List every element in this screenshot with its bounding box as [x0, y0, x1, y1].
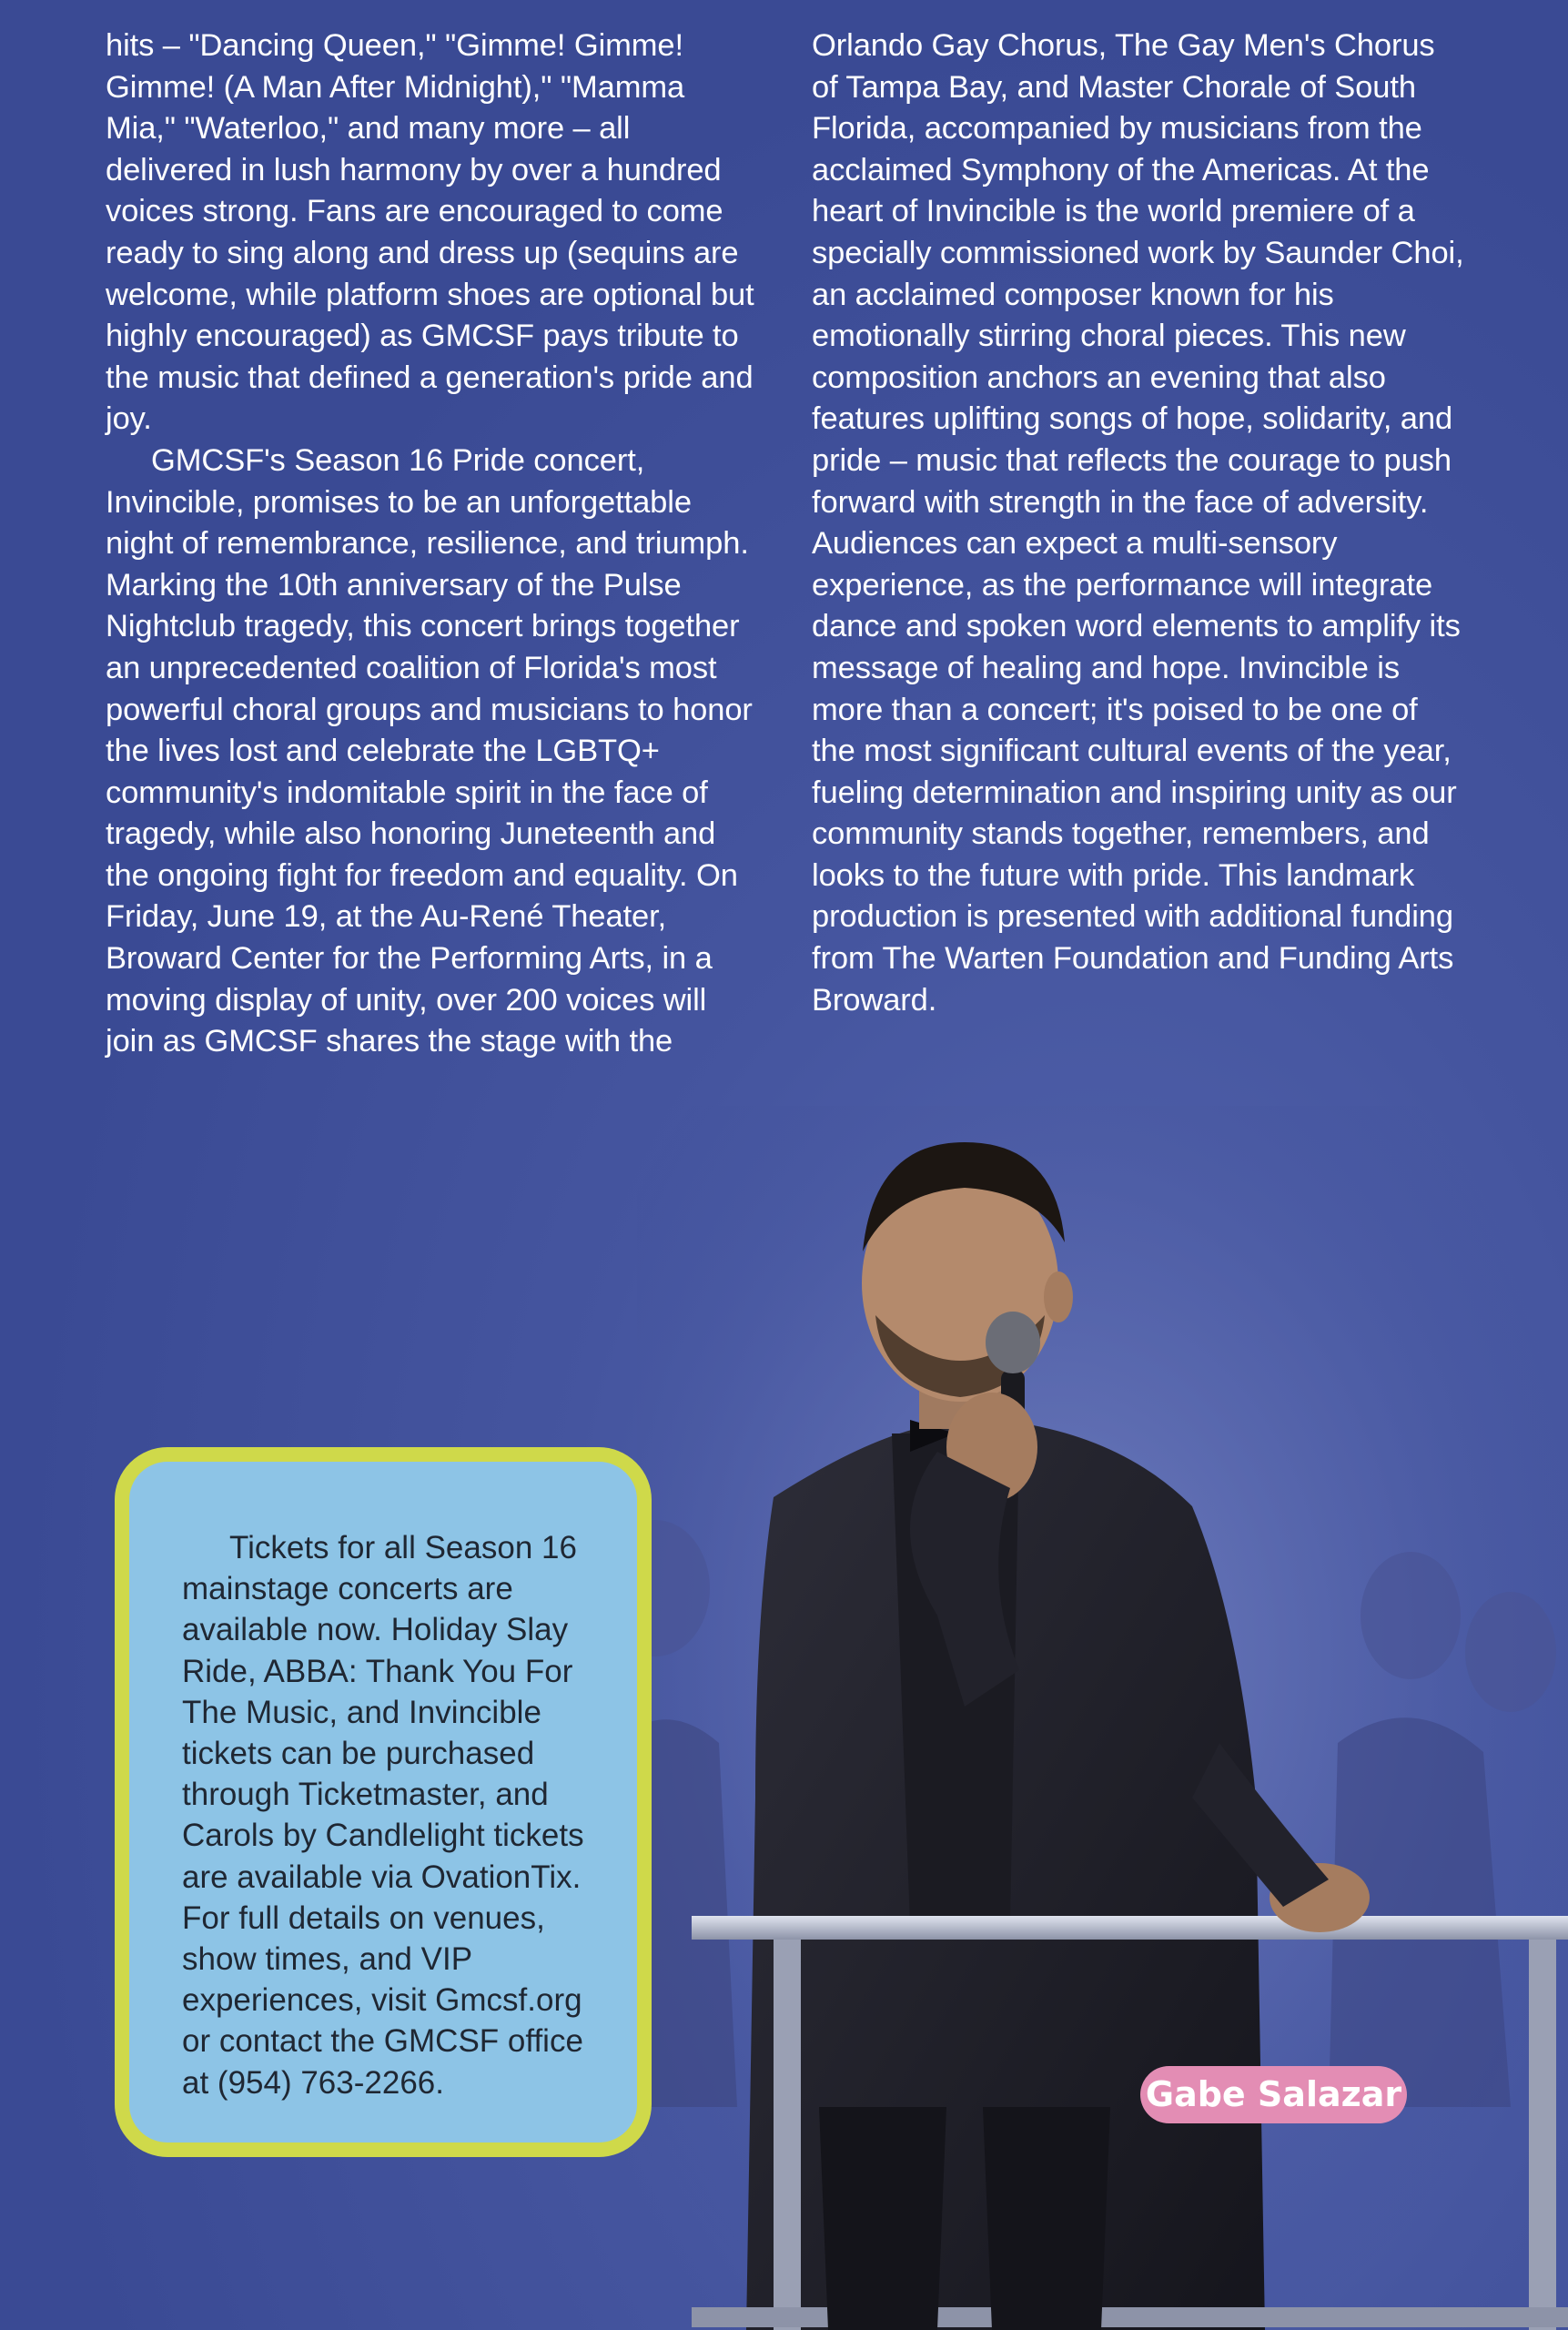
article-left-column [106, 25, 761, 1063]
article-paragraph: Orlando Gay Chorus, The Gay Men's Chorus of Tampa Bay, and Master Chorale of South Florida, accompanied by musicians from the acclaimed Symphony of the Americas. At the heart of Invincible is the world premiere of a specially commissioned work by Saunder Choi, an acclaimed composer known for his emotionally stirring choral pieces. This new composition anchors an evening that also features uplifting songs of hope, solidarity, and pride – music that reflects the courage to push forward with strength in the face of adversity. Audiences can expect a multi-sensory experience, as the performance will integrate dance and spoken word elements to amplify its message of healing and hope. Invincible is more than a concert; it's poised to be one of the most significant cultural events of the year, fueling determination and inspiring unity as our community stands together, remembers, and looks to the future with pride. This landmark production is presented with additional funding from The Warten Foundation and Funding Arts Broward. [812, 28, 1464, 1018]
article-paragraph: hits – "Dancing Queen," "Gimme! Gimme! Gimme! (A Man After Midnight)," "Mamma Mia," "Waterloo," and many more – all delivered in lush harmony by over a hundred voices strong. Fans are encouraged to come ready to sing along and dress up (sequins are welcome, while platform shoes are optional but highly encouraged) as GMCSF pays tribute to the music that defined a generation's pride and joy. [106, 28, 754, 437]
performer-photo [637, 1106, 1568, 2330]
article-paragraph: GMCSF's Season 16 Pride concert, Invincible, promises to be an unforgettable night of remembrance, resilience, and triumph. Marking the 10th anniversary of the Pulse Nightclub tragedy, this concert brings together an unprecedented coalition of Florida's most powerful choral groups and musicians to honor the lives lost and celebrate the LGBTQ+ community's indomitable spirit in the face of tragedy, while also honoring Juneteenth and the ongoing fight for freedom and equality. On Friday, June 19, at the Au-René Theater, Broward Center for the Performing Arts, in a moving display of unity, over 200 voices will join as GMCSF shares the stage with the [106, 442, 753, 1059]
photo-caption-badge: Gabe Salazar [1140, 2066, 1407, 2123]
ticket-info-text: Tickets for all Season 16 mainstage concerts are available now. Holiday Slay Ride, ABBA: Thank You For The Music, and Invincible tickets can be purchased through Ticketmaster, and Carols by Candlelight tickets are available via OvationTix. For full details on venues, show times, and VIP experiences, visit Gmcsf.org or contact the GMCSF office at (954) 763-2266. [182, 1530, 584, 2101]
ticket-info-box [115, 1447, 652, 2157]
article-right-column [812, 25, 1467, 1021]
